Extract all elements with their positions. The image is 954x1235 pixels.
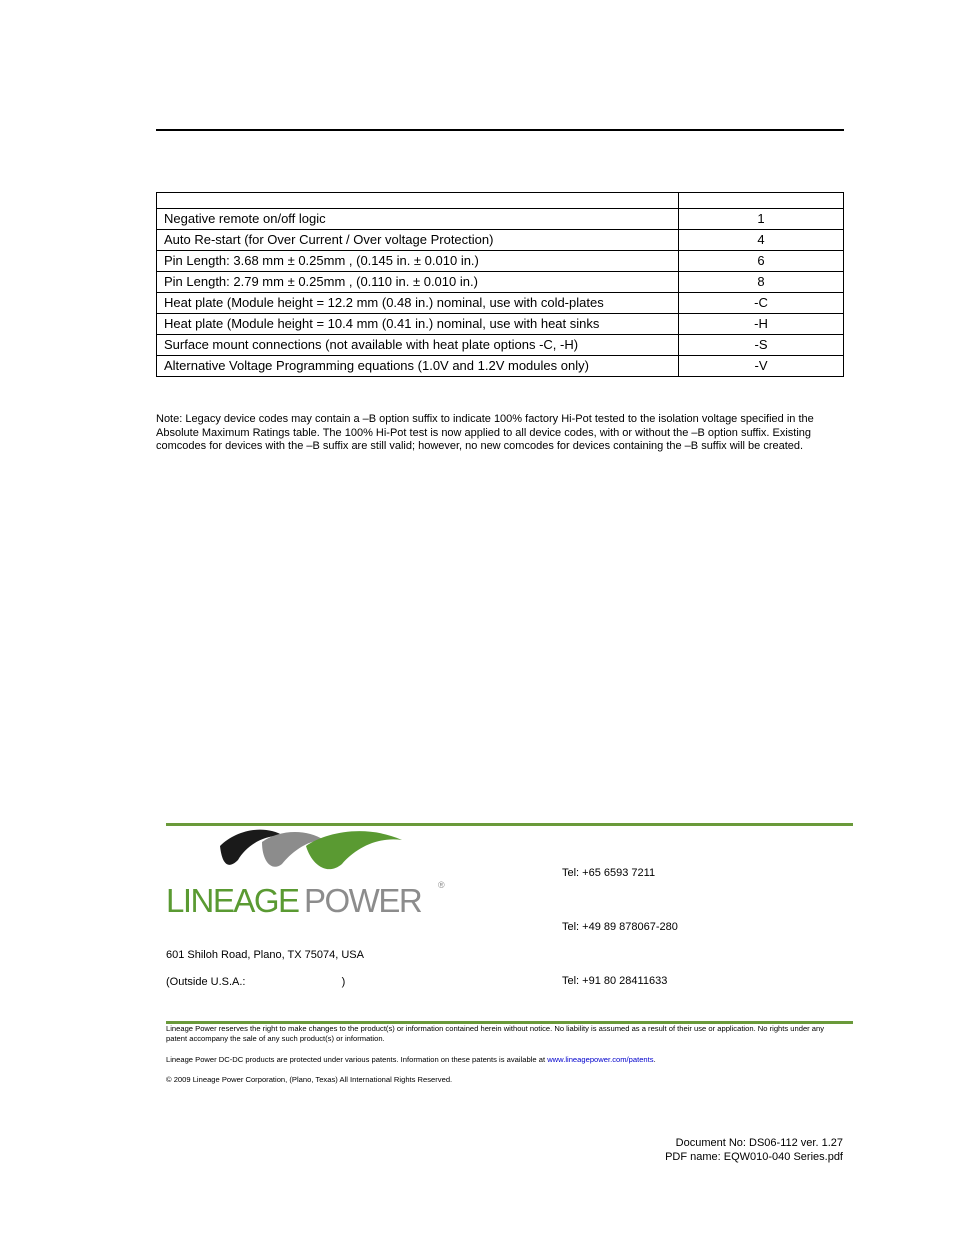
logo-text-power: POWER [304, 882, 422, 918]
header-description [157, 193, 679, 209]
table-header-row [157, 193, 844, 209]
table-row [157, 356, 844, 377]
table-row [157, 335, 844, 356]
tel-europe: Tel: +49 89 878067-280 [562, 921, 678, 933]
table-row [157, 272, 844, 293]
option-description: Auto Re-start (for Over Current / Over voltage Protection) [157, 230, 679, 251]
option-description: Pin Length: 3.68 mm ± 0.25mm , (0.145 in. ± 0.010 in.) [157, 251, 679, 272]
copyright-text: © 2009 Lineage Power Corporation, (Plano, Texas) All International Rights Reserved. [166, 1075, 453, 1084]
option-description: Surface mount connections (not available with heat plate options -C, -H) [157, 335, 679, 356]
option-suffix: -S [679, 335, 844, 356]
table-row [157, 209, 844, 230]
table-row [157, 314, 844, 335]
tel-india: Tel: +91 80 28411633 [562, 975, 668, 987]
option-suffix: -C [679, 293, 844, 314]
logo-text-lineage: LINEAGE [166, 882, 299, 918]
patents-text: Lineage Power DC-DC products are protected under various patents. Information on these patents is available at [166, 1055, 546, 1064]
logo-wave-green [306, 831, 402, 869]
table-row [157, 230, 844, 251]
option-suffix: -V [679, 356, 844, 377]
option-suffix: -H [679, 314, 844, 335]
option-suffix: 8 [679, 272, 844, 293]
device-options-table [156, 192, 844, 377]
lineage-power-logo [166, 826, 466, 918]
option-suffix: 4 [679, 230, 844, 251]
outside-usa-open: (Outside U.S.A.: [166, 976, 246, 988]
outside-usa-close: ) [341, 976, 346, 988]
patents-link[interactable]: www.lineagepower.com/patents [547, 1055, 654, 1064]
top-rule [156, 129, 844, 131]
option-suffix: 6 [679, 251, 844, 272]
table-row [157, 251, 844, 272]
patents-line [166, 1055, 826, 1065]
option-description: Negative remote on/off logic [157, 209, 679, 230]
option-description: Pin Length: 2.79 mm ± 0.25mm , (0.110 in. ± 0.010 in.) [157, 272, 679, 293]
option-description: Heat plate (Module height = 12.2 mm (0.48 in.) nominal, use with cold-plates [157, 293, 679, 314]
document-number: Document No: DS06-112 ver. 1.27 [675, 1137, 843, 1149]
tel-asia: Tel: +65 6593 7211 [562, 867, 656, 879]
company-address: 601 Shiloh Road, Plano, TX 75074, USA [166, 949, 364, 961]
disclaimer-text: Lineage Power reserves the right to make changes to the product(s) or information contained herein without notice. No liability is assumed as a result of their use or application. No rights under any patent accompany the sale of any such product(s) or information. [166, 1024, 825, 1043]
legacy-code-note: Note: Legacy device codes may contain a –B option suffix to indicate 100% factory Hi-Pot tested to the isolation voltage specified in the Absolute Maximum Ratings table. The 100% Hi-Pot test is now applied to all device codes, with or without the –B option suffix. Existing comcodes for devices with the –B suffix are still valid; however, no new comcodes for devices containing the –B suffix will be created. [156, 413, 814, 453]
logo-registered-mark: ® [438, 880, 445, 890]
patents-end: . [653, 1055, 656, 1064]
pdf-name: PDF name: EQW010-040 Series.pdf [665, 1151, 843, 1163]
option-suffix: 1 [679, 209, 844, 230]
option-description: Alternative Voltage Programming equations (1.0V and 1.2V modules only) [157, 356, 679, 377]
outside-usa-line [166, 976, 345, 988]
table-row [157, 293, 844, 314]
header-suffix [679, 193, 844, 209]
option-description: Heat plate (Module height = 10.4 mm (0.41 in.) nominal, use with heat sinks [157, 314, 679, 335]
